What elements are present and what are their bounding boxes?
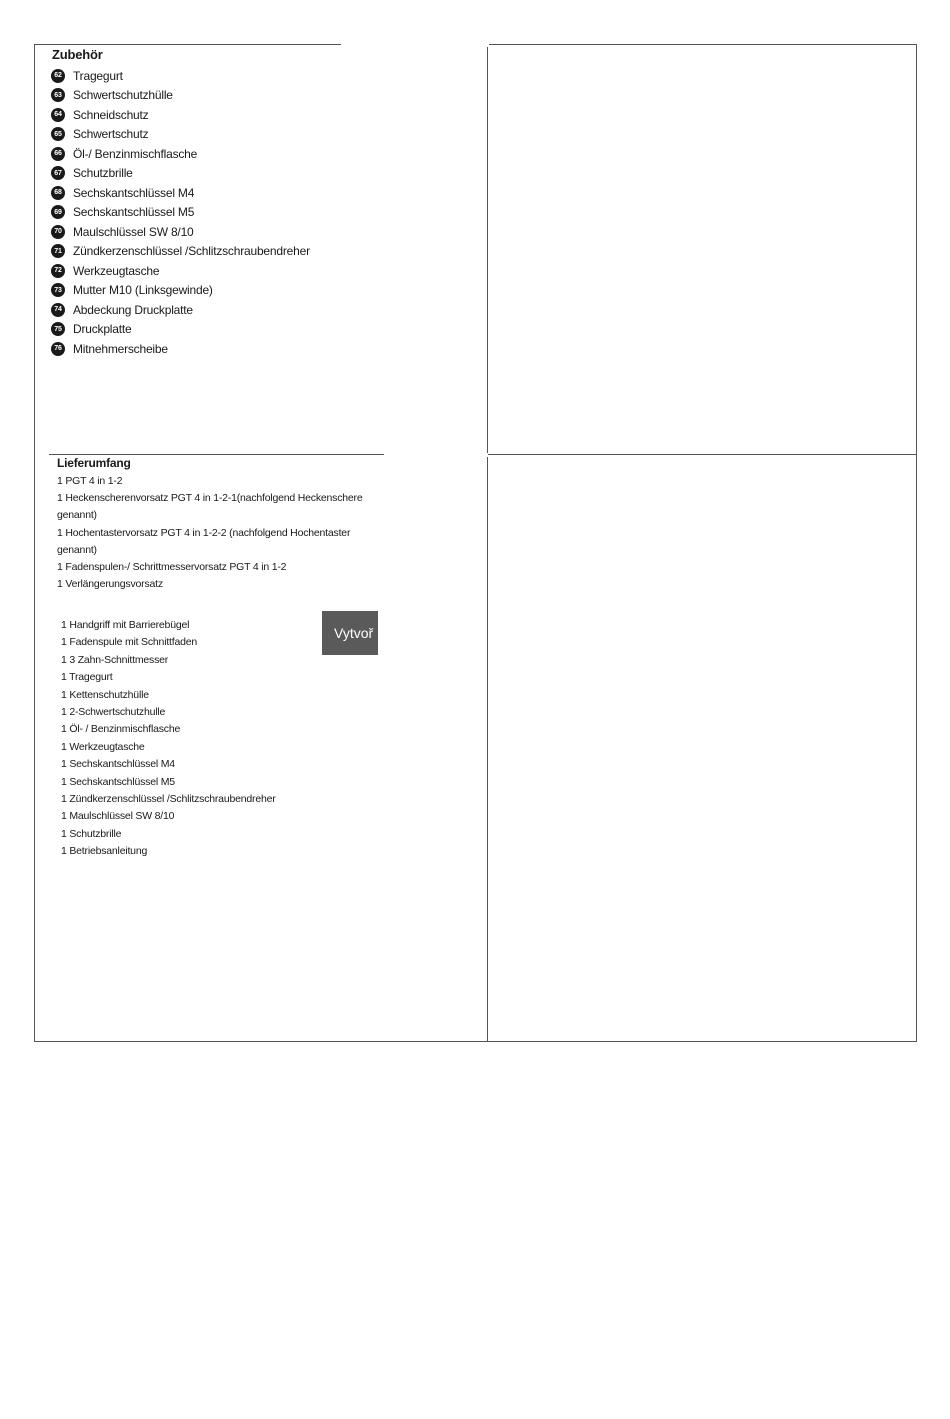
empty-cell-bottom-right — [488, 455, 916, 1041]
list-item: 1 Hochentastervorsatz PGT 4 in 1-2-2 (nachfolgend Hochentaster genannt) — [57, 526, 351, 556]
list-item: 1 PGT 4 in 1-2 — [57, 475, 123, 487]
list-item: 1 Maulschlüssel SW 8/10 — [61, 810, 175, 823]
list-item-label: Schutzbrille — [73, 166, 133, 181]
item-number-badge: 72 — [51, 264, 65, 278]
item-number-badge: 63 — [51, 88, 65, 102]
empty-cell-top-right — [488, 45, 916, 455]
list-item: 1 Betriebsanleitung — [61, 845, 148, 858]
zubehoer-title: Zubehör — [52, 47, 103, 62]
list-item — [51, 222, 310, 242]
list-item: 1 Handgriff mit Barrierebügel — [61, 619, 190, 631]
list-item-label: Maulschlüssel SW 8/10 — [73, 224, 194, 239]
list-item — [51, 339, 310, 359]
list-item-label: Druckplatte — [73, 322, 132, 337]
item-number-badge: 65 — [51, 127, 65, 141]
item-number-badge: 64 — [51, 108, 65, 122]
list-item-label: Sechskantschlüssel M4 — [73, 185, 195, 200]
list-item: 1 3 Zahn-Schnittmesser — [61, 653, 169, 666]
list-item: 1 Tragegurt — [61, 671, 113, 684]
item-number-badge: 69 — [51, 205, 65, 219]
item-number-badge: 73 — [51, 283, 65, 297]
item-number-badge: 70 — [51, 225, 65, 239]
lieferumfang-main-list — [57, 473, 387, 593]
item-number-badge: 74 — [51, 303, 65, 317]
list-item: 1 Fadenspulen-/ Schrittmesservorsatz PGT 4 in 1-2 — [57, 561, 287, 574]
list-item: 1 Sechskantschlüssel M4 — [61, 758, 175, 771]
zubehoer-cell — [35, 45, 488, 455]
list-item-label: Schneidschutz — [73, 107, 149, 122]
item-number-badge: 66 — [51, 147, 65, 161]
border-gap — [384, 453, 488, 457]
list-item: 1 Verlängerungsvorsatz — [57, 578, 163, 591]
list-item-label: Mitnehmerscheibe — [73, 341, 168, 356]
border-gap — [341, 43, 489, 47]
list-item — [51, 320, 310, 340]
list-item: 1 Fadenspule mit Schnittfaden — [61, 636, 198, 649]
item-number-badge: 75 — [51, 322, 65, 336]
item-number-badge: 68 — [51, 186, 65, 200]
item-number-badge: 62 — [51, 69, 65, 83]
lieferumfang-title: Lieferumfang — [57, 456, 131, 470]
list-item-label: Schwertschutzhülle — [73, 88, 173, 103]
lieferumfang-sub-list — [61, 617, 276, 861]
list-item-label: Abdeckung Druckplatte — [73, 302, 193, 317]
list-item-label: Werkzeugtasche — [73, 263, 160, 278]
item-number-badge: 67 — [51, 166, 65, 180]
list-item: 1 Öl- / Benzinmischflasche — [61, 723, 181, 736]
list-item-label: Öl-/ Benzinmischflasche — [73, 146, 198, 161]
list-item — [51, 300, 310, 320]
list-item-label: Mutter M10 (Linksgewinde) — [73, 283, 213, 298]
list-item: 1 Sechskantschlüssel M5 — [61, 775, 175, 788]
list-item — [51, 183, 310, 203]
list-item — [51, 105, 310, 125]
list-item-label: Schwertschutz — [73, 127, 149, 142]
list-item — [51, 281, 310, 301]
item-number-badge: 76 — [51, 342, 65, 356]
list-item — [51, 203, 310, 223]
list-item: 1 Zündkerzenschlüssel /Schlitzschraubendreher — [61, 793, 276, 806]
list-item — [51, 164, 310, 184]
list-item: 1 2-Schwertschutzhulle — [61, 706, 166, 719]
list-item-label: Sechskantschlüssel M5 — [73, 205, 195, 220]
list-item-label: Zündkerzenschlüssel /Schlitzschraubendreher — [73, 244, 310, 259]
list-item — [51, 261, 310, 281]
list-item: 1 Heckenscherenvorsatz PGT 4 in 1-2-1(nachfolgend Heckenschere genannt) — [57, 492, 363, 522]
list-item: 1 Werkzeugtasche — [61, 740, 145, 753]
list-item: 1 Kettenschutzhülle — [61, 688, 149, 701]
item-number-badge: 71 — [51, 244, 65, 258]
list-item — [51, 144, 310, 164]
list-item: 1 Schutzbrille — [61, 827, 122, 840]
document-table — [34, 44, 917, 1042]
border-gap — [35, 453, 49, 457]
create-button[interactable]: Vytvoř — [322, 611, 378, 655]
list-item-label: Tragegurt — [73, 68, 123, 83]
lieferumfang-cell — [35, 455, 488, 1041]
list-item — [51, 66, 310, 86]
zubehoer-list — [51, 66, 310, 359]
list-item — [51, 86, 310, 106]
list-item — [51, 125, 310, 145]
list-item — [51, 242, 310, 262]
